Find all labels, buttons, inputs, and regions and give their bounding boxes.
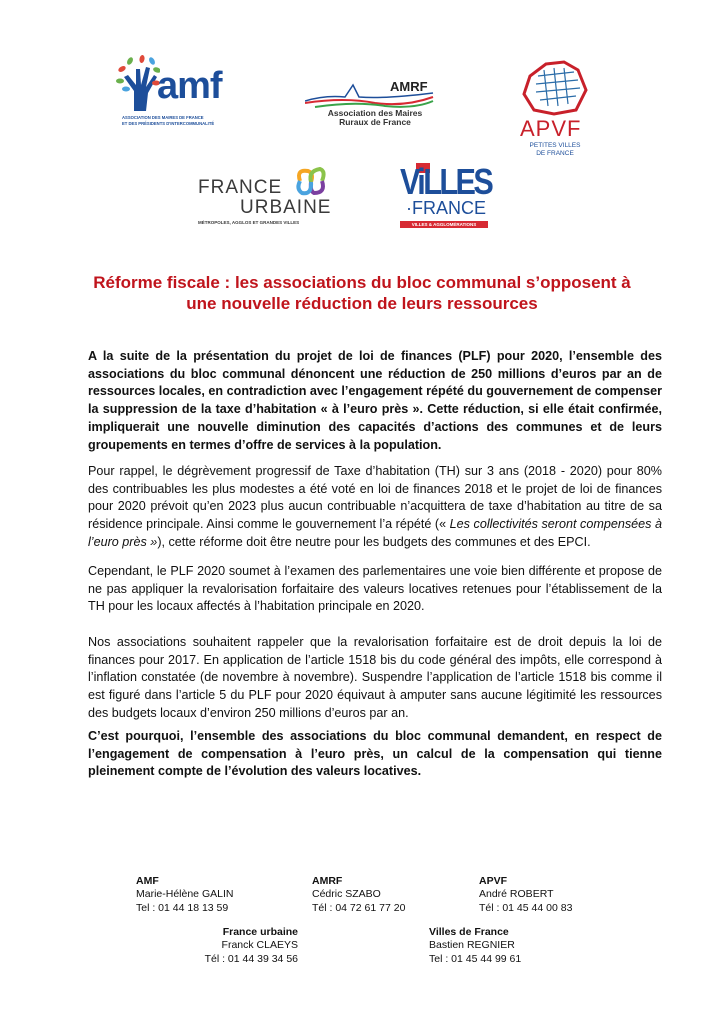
title-line-1: Réforme fiscale : les associations du bloc communal s’opposent à (93, 273, 631, 292)
contact-org: AMF (136, 875, 159, 887)
hand-tree-icon (116, 55, 160, 113)
knot-icon (294, 165, 328, 199)
apvf-wordmark: APVF (520, 116, 582, 141)
france-urbaine-line2: URBAINE (240, 197, 332, 218)
villes-wordmark: ViLLES (400, 161, 492, 202)
contact-org: Villes de France (429, 926, 509, 938)
title-line-2: une nouvelle réduction de leurs ressources (186, 294, 538, 313)
france-wordmark: ·FRANCE (406, 198, 486, 218)
contact-person: Franck CLAEYS (221, 939, 298, 952)
contact-org: France urbaine (222, 926, 298, 938)
contact-phone: Tél : 04 72 61 77 20 (312, 901, 406, 914)
amrf-subtitle: Association des Maires Ruraux de France (327, 108, 423, 127)
amf-logo (112, 55, 262, 135)
contact-org: APVF (479, 875, 508, 887)
contact-person: André ROBERT (479, 888, 554, 901)
amf-wordmark: amf (157, 65, 222, 107)
contact-person: Cédric SZABO (312, 888, 381, 901)
contact-phone: Tél : 01 44 39 34 56 (204, 952, 298, 965)
conclusion-paragraph: C’est pourquoi, l’ensemble des associations du bloc communal demandent, en respect de l’engagement de compensation à l’euro près, un calcul de la compensation qui tienne pleinement compte de l’évolution des valeurs locatives. (88, 729, 662, 779)
contact-org: AMRF (312, 875, 343, 887)
plf-paragraph: Cependant, le PLF 2020 soumet à l’examen des parlementaires une voie bien différente et propose de ne pas appliquer la revalorisation forfaitaire des valeurs locatives retenues pour l’établissement de la TH pour les locaux affectés à l’habitation principale en 2020. (88, 564, 662, 614)
page-title (60, 272, 664, 314)
amf-subtitle: ASSOCIATION DES MAIRES DE FRANCE ET DES PRÉSIDENTS D'INTERCOMMUNALITÉ (122, 115, 215, 126)
villes-de-france-logo (398, 163, 490, 233)
contact-phone: Tél : 01 45 44 00 83 (479, 901, 573, 914)
reminder-paragraph: Pour rappel, le dégrèvement progressif de Taxe d’habitation (TH) sur 3 ans (2018 - 2020) pour 80% des contribuables les plus modestes a été voté en loi de finances 2018 et le projet de loi de finances pour 2020 prévoit qu’en 2023 plus aucun contribuable n’acquittera de taxe d’habitation au titre de sa résidence principale. Ainsi comme le gouvernement l’a répété (« Les collectivités seront compensées à l’euro près »), cette réforme doit être neutre pour les budgets des communes et des EPCI. (88, 464, 662, 549)
contact-france-urbaine (200, 926, 298, 966)
intro-paragraph: A la suite de la présentation du projet de loi de finances (PLF) pour 2020, l’ensemble des associations du bloc communal dénoncent une réduction de 250 millions d’euros par an de ressources locales, en contradiction avec l’engagement répété du gouvernement de compenser la suppression de la taxe d’habitation « à l’euro près ». Cette réduction, si elle était confirmée, impliquerait une nouvelle diminution des capacités d’actions des communes et de leurs groupements en termes d’offre de services à la population. (88, 349, 662, 452)
france-urbaine-logo (196, 165, 336, 235)
contact-phone: Tel : 01 44 18 13 59 (136, 901, 229, 914)
contact-phone: Tel : 01 45 44 99 61 (429, 952, 522, 965)
apvf-subtitle: PETITES VILLES DE FRANCE (529, 142, 581, 157)
contact-amf (136, 875, 233, 915)
government-quote: Les collectivités seront compensées à l’euro près » (88, 517, 662, 549)
france-map-grid-icon (516, 60, 596, 116)
amrf-logo (300, 75, 440, 135)
revalorisation-paragraph: Nos associations souhaitent rappeler que la revalorisation forfaitaire est de droit depuis la loi de finances pour 2017. En application de l’article 1518 bis du code général des impôts, elle correspond à l’inflation constatée (de novembre à novembre). Suspendre l’application de l’article 1518 bis comme il est figuré dans l’article 5 du PLF pour 2020 équivaut à amputer sans aucune légitimité les ressources des budgets locaux d’environ 250 millions d’euros par an. (88, 635, 662, 720)
contact-person: Marie-Hélène GALIN (136, 888, 234, 901)
contact-apvf (479, 875, 572, 915)
france-urbaine-subtitle: MÉTROPOLES, AGGLOS ET GRANDES VILLES (198, 220, 300, 225)
france-urbaine-line1: FRANCE (198, 177, 283, 198)
apvf-logo (512, 60, 602, 160)
amrf-wordmark: AMRF (390, 79, 428, 94)
villes-tagline: VILLES & AGGLOMÉRATIONS (400, 221, 488, 228)
contact-amrf (312, 875, 405, 915)
contact-person: Bastien REGNIER (429, 939, 515, 952)
contact-villes-de-france (429, 926, 521, 966)
